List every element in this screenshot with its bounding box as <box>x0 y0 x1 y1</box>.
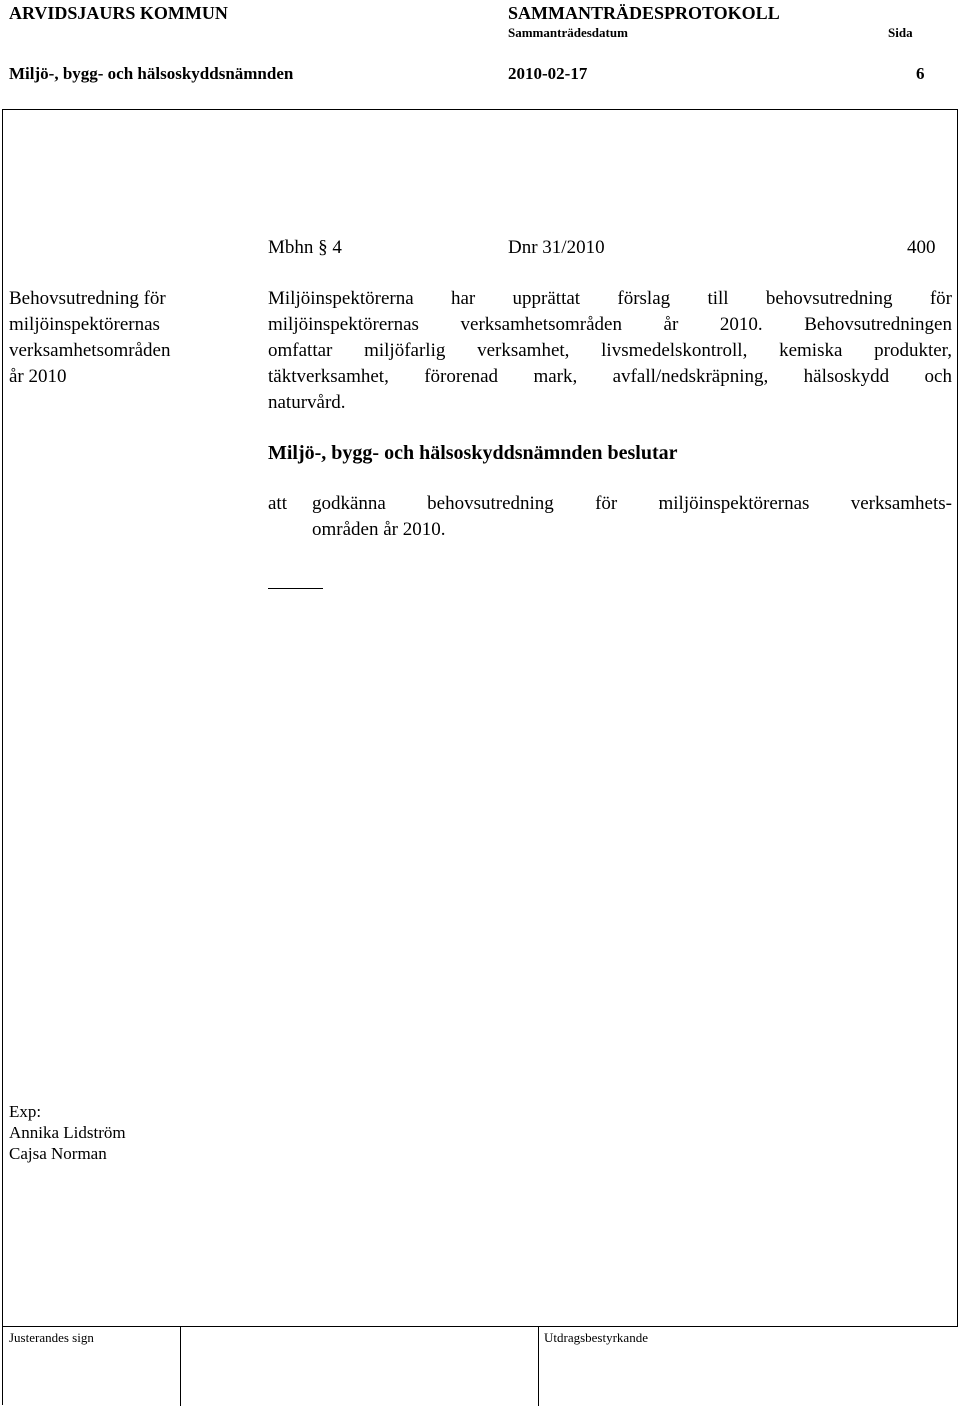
footer-column-divider <box>538 1326 539 1406</box>
body-text-line: miljöinspektörernas verksamhetsområden år 2010. Behovsutredningen <box>268 314 952 335</box>
decision-text-line: områden år 2010. <box>312 519 446 540</box>
body-text-line: Miljöinspektörerna har upprättat förslag till behovsutredning för <box>268 288 952 309</box>
footer-column-divider <box>180 1326 181 1406</box>
body-text-line: täktverksamhet, förorenad mark, avfall/nedskräpning, hälsoskydd och <box>268 366 952 387</box>
body-text-line: omfattar miljöfarlig verksamhet, livsmedelskontroll, kemiska produkter, <box>268 340 952 361</box>
decision-text-line: godkänna behovsutredning för miljöinspektörernas verksamhets- <box>312 493 952 514</box>
frame-right-border <box>957 109 958 1327</box>
decision-heading: Miljö-, bygg- och hälsoskyddsnämnden beslutar <box>268 442 678 464</box>
classification-code: 400 <box>907 237 936 258</box>
frame-left-border <box>2 109 3 1405</box>
document-type: SAMMANTRÄDESPROTOKOLL <box>508 3 780 23</box>
sidebar-title-line: år 2010 <box>9 366 67 387</box>
sidebar-title-line: miljöinspektörernas <box>9 314 160 335</box>
distribution-recipient: Cajsa Norman <box>9 1144 107 1163</box>
decision-att: att <box>268 493 287 514</box>
municipality-name: ARVIDSJAURS KOMMUN <box>9 3 228 23</box>
sidebar-title-line: Behovsutredning för <box>9 288 166 309</box>
distribution-recipient: Annika Lidström <box>9 1123 126 1142</box>
signature-label: Justerandes sign <box>9 1330 94 1345</box>
diary-number: Dnr 31/2010 <box>508 237 605 258</box>
meeting-date: 2010-02-17 <box>508 64 588 83</box>
section-end-line <box>268 588 323 589</box>
page-number: 6 <box>916 64 925 83</box>
distribution-label: Exp: <box>9 1102 42 1121</box>
sidebar-title-line: verksamhetsområden <box>9 340 171 361</box>
committee-name: Miljö-, bygg- och hälsoskyddsnämnden <box>9 64 294 83</box>
meeting-date-label: Sammanträdesdatum <box>508 25 628 40</box>
frame-footer-separator <box>2 1326 958 1327</box>
body-text-line: naturvård. <box>268 392 346 413</box>
certification-label: Utdragsbestyrkande <box>544 1330 648 1345</box>
paragraph-number: Mbhn § 4 <box>268 237 342 258</box>
page-label: Sida <box>888 25 913 40</box>
frame-top-border <box>2 109 958 110</box>
